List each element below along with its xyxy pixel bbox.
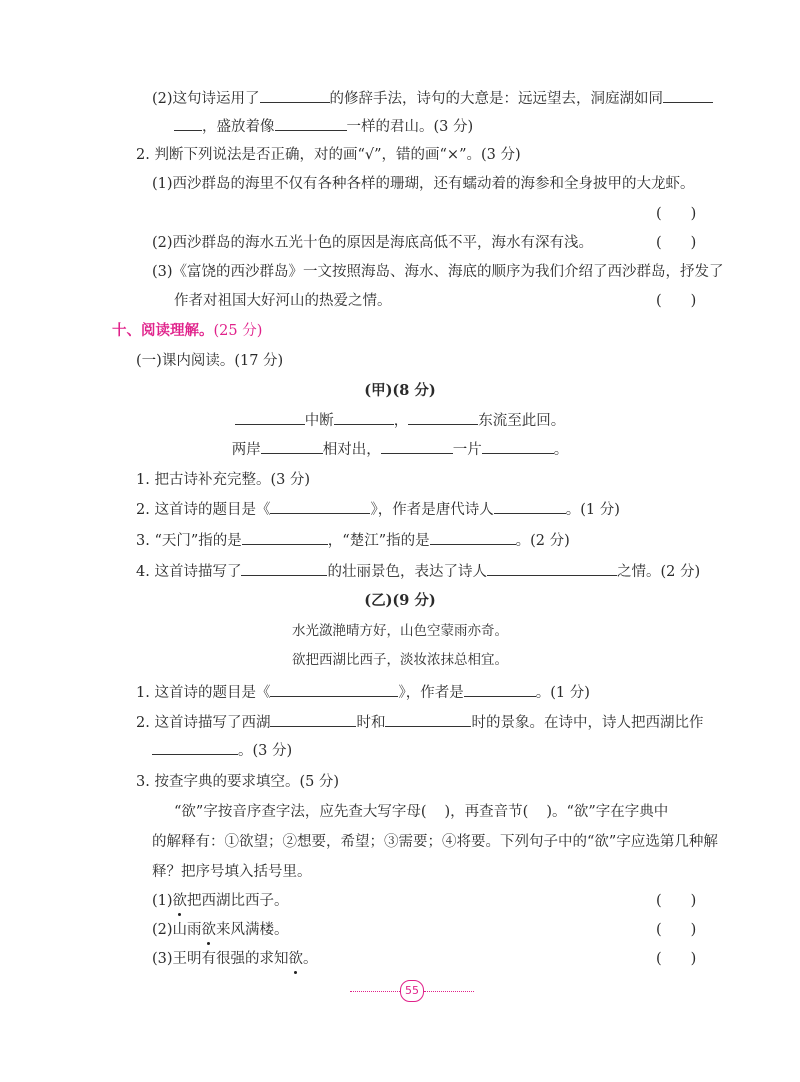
yi-question-3: 3. 按查字典的要求填空。(5 分): [136, 774, 340, 790]
poem-jia-line-2: 两岸 相对出， 一片 。: [0, 439, 800, 460]
part-1-title: (一)课内阅读。(17 分): [136, 353, 284, 369]
q9-sub2-line1: (2)这句诗运用了 的修辞手法，诗句的大意是：远远望去，洞庭湖如同: [152, 88, 713, 109]
judge-item-2: (2)西沙群岛的海水五光十色的原因是海底高低不平，海水有深有浅。: [152, 235, 594, 251]
footer-divider-right: [424, 991, 474, 992]
answer-blank[interactable]: [334, 410, 394, 425]
answer-blank[interactable]: [408, 410, 478, 425]
emphasis-char: 欲: [201, 922, 217, 938]
yi-question-1: 1. 这首诗的题目是《 》，作者是 。(1 分): [136, 682, 590, 703]
yi-q3-text-line-1: “欲”字按音序查字法，应先查大写字母( )，再查音节( )。“欲”字在字典中: [174, 804, 669, 820]
yi-q3-text-line-3: 释？把序号填入括号里。: [152, 864, 312, 880]
answer-blank[interactable]: [261, 439, 323, 454]
yi-question-2: 2. 这首诗描写了西湖 时和 时的景象。在诗中，诗人把西湖比作: [136, 712, 703, 733]
answer-blank[interactable]: [270, 499, 370, 514]
poem-yi-line-2: 欲把西湖比西子，淡妆浓抹总相宜。: [292, 652, 508, 668]
footer-divider-left: [350, 991, 400, 992]
answer-blank[interactable]: [152, 740, 238, 755]
answer-blank[interactable]: [464, 682, 536, 697]
answer-blank[interactable]: [275, 116, 347, 131]
yi-q3-item-2: (2)山雨欲来风满楼。: [152, 922, 289, 938]
answer-blank[interactable]: [235, 410, 305, 425]
answer-paren[interactable]: ( ): [656, 893, 697, 909]
answer-blank[interactable]: [494, 499, 566, 514]
judge-item-3: (3)《富饶的西沙群岛》一文按照海岛、海水、海底的顺序为我们介绍了西沙群岛，抒发了: [152, 264, 724, 280]
judge-question-title: 2. 判断下列说法是否正确，对的画“√”，错的画“×”。(3 分): [136, 147, 521, 163]
answer-paren[interactable]: ( ): [656, 206, 697, 222]
yi-q3-item-1: (1)欲把西湖比西子。: [152, 893, 289, 909]
answer-blank[interactable]: [242, 530, 328, 545]
answer-paren[interactable]: ( ): [656, 293, 697, 309]
answer-blank[interactable]: [270, 682, 398, 697]
judge-item-1: (1)西沙群岛的海里不仅有各种各样的珊瑚，还有蠕动着的海参和全身披甲的大龙虾。: [152, 176, 695, 192]
q9-sub2-line2: ，盛放着像 一样的君山。(3 分): [174, 116, 473, 137]
answer-blank[interactable]: [663, 88, 713, 103]
answer-paren[interactable]: ( ): [656, 951, 697, 967]
poem-yi-line-1: 水光潋滟晴方好，山色空蒙雨亦奇。: [292, 623, 508, 639]
jia-title: (甲)(8 分): [364, 382, 436, 399]
answer-blank[interactable]: [487, 561, 617, 576]
page-number: 55: [400, 980, 424, 1002]
answer-blank[interactable]: [260, 88, 330, 103]
jia-question-2: 2. 这首诗的题目是《 》，作者是唐代诗人 。(1 分): [136, 499, 620, 520]
yi-question-2-cont: 。(3 分): [152, 740, 292, 761]
emphasis-char: 欲: [288, 951, 304, 967]
yi-q3-text-line-2: 的解释有：①欲望；②想要，希望；③需要；④将要。下列句子中的“欲”字应选第几种解: [152, 834, 718, 850]
answer-blank[interactable]: [241, 561, 327, 576]
answer-blank[interactable]: [270, 712, 356, 727]
answer-paren[interactable]: ( ): [656, 235, 697, 251]
section-10-heading: 十、阅读理解。(25 分): [112, 322, 263, 339]
emphasis-char: 欲: [172, 893, 188, 909]
jia-question-3: 3. “天门”指的是 ，“楚江”指的是 。(2 分): [136, 530, 570, 551]
poem-jia-line-1: 中断 ， 东流至此回。: [0, 410, 800, 431]
jia-question-4: 4. 这首诗描写了 的壮丽景色，表达了诗人 之情。(2 分): [136, 561, 700, 582]
answer-blank[interactable]: [174, 116, 202, 131]
yi-title: (乙)(9 分): [364, 592, 436, 609]
answer-blank[interactable]: [430, 530, 516, 545]
answer-blank[interactable]: [482, 439, 554, 454]
yi-q3-item-3: (3)王明有很强的求知欲。: [152, 951, 318, 967]
judge-item-3-cont: 作者对祖国大好河山的热爱之情。: [174, 293, 392, 309]
jia-question-1: 1. 把古诗补充完整。(3 分): [136, 472, 311, 488]
answer-blank[interactable]: [381, 439, 453, 454]
answer-paren[interactable]: ( ): [656, 922, 697, 938]
answer-blank[interactable]: [385, 712, 471, 727]
